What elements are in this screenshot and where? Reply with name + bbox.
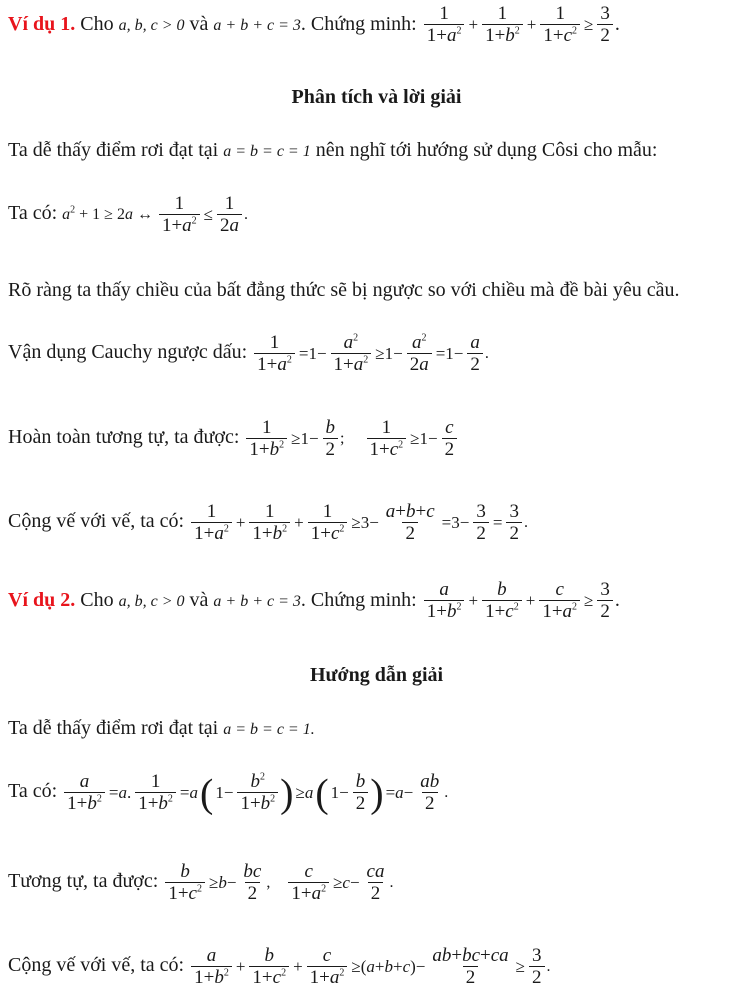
paragraph-sum: Cộng vế với vế, ta có: $\frac{1}{1+a^2}$ + $\frac{1}{1+b^2}$ + $\frac{1}{1+c^2}$ ≥3− $\frac{a+b+c}{2}$ =3− $\frac{3}{2}$ = $\frac{3}{2}$ . — [8, 501, 528, 544]
reverse-cauchy-formula: $\frac{1}{1+a^2}$ =1− $\frac{a^2}{1+a^2}$ ≥1− $\frac{a^2}{2a}$ =1− $\frac{a}{2}$ . — [252, 345, 489, 362]
paragraph-reverse-direction: Rõ ràng ta thấy chiều của bất đẳng thức sẽ bị ngược so với chiều mà đề bài yêu cầu. — [8, 279, 680, 301]
paragraph-cauchy-denominator: Ta có: $a^2 + 1 \ge 2a$ ↔ $\frac{1}{1+a^2}$ ≤ $\frac{1}{2a}$ . — [8, 193, 249, 236]
heading-analysis: Phân tích và lời giải — [291, 86, 462, 108]
heading-solution-guide: Hướng dẫn giải — [309, 664, 444, 686]
similar-formula-2: $\frac{b}{1+c^2}$ ≥b− $\frac{bc}{2}$ , $\frac{c}{1+a^2}$ ≥c− $\frac{ca}{2}$ . — [163, 874, 393, 891]
example-2-statement: Ví dụ 2. Cho a, b, c > 0 và a + b + c = 3. Chứng minh: $\frac{a}{1+b^2}$ + $\frac{b}{1+c^2}$ + $\frac{c}{1+a^2}$ ≥ $\frac{3}{2}$ . — [8, 579, 620, 622]
paragraph-reverse-cauchy: Vận dụng Cauchy ngược dấu: $\frac{1}{1+a^2}$ =1− $\frac{a^2}{1+a^2}$ ≥1− $\frac{a^2}{2a}$ =1− $\frac{a}{2}$ . — [8, 332, 489, 375]
paragraph-transform: Ta có: $\frac{a}{1+b^2}$ =a. $\frac{1}{1+b^2}$ =a( 1− $\frac{b^2}{1+b^2}$ ) ≥a( 1− $\frac{b}{2}$ ) =a− $\frac{ab}{2}$ . — [8, 770, 449, 816]
paragraph-similarly: Hoàn toàn tương tự, ta được: $\frac{1}{1+b^2}$ ≥1− $\frac{b}{2}$ ; $\frac{1}{1+c^2}$ ≥1− $\frac{c}{2}$ — [8, 418, 459, 461]
similar-formula: $\frac{1}{1+b^2}$ ≥1− $\frac{b}{2}$ ; $\frac{1}{1+c^2}$ ≥1− $\frac{c}{2}$ — [244, 430, 459, 447]
example-1-statement: Ví dụ 1. Cho a, b, c > 0 và a + b + c = 3. Chứng minh: $\frac{1}{1+a^2}$ + $\frac{1}{1+b^2}$ + $\frac{1}{1+c^2}$ ≥ $\frac{3}{2}$ . — [8, 3, 620, 46]
paragraph-similarly-2: Tương tự, ta được: $\frac{b}{1+c^2}$ ≥b− $\frac{bc}{2}$ , $\frac{c}{1+a^2}$ ≥c− $\frac{ca}{2}$ . — [8, 861, 394, 904]
paragraph-equality-point-2: Ta dễ thấy điểm rơi đạt tại a = b = c = 1. — [8, 717, 315, 739]
sum-formula: $\frac{1}{1+a^2}$ + $\frac{1}{1+b^2}$ + $\frac{1}{1+c^2}$ ≥3− $\frac{a+b+c}{2}$ =3− $\frac{3}{2}$ = $\frac{3}{2}$ . — [189, 514, 528, 531]
example-2-formula: $\frac{a}{1+b^2}$ + $\frac{b}{1+c^2}$ + $\frac{c}{1+a^2}$ ≥ $\frac{3}{2}$ . — [422, 589, 620, 611]
example-1-formula: $\frac{1}{1+a^2}$ + $\frac{1}{1+b^2}$ + $\frac{1}{1+c^2}$ ≥ $\frac{3}{2}$ . — [422, 13, 620, 35]
example-1-label: Ví dụ 1. — [8, 12, 76, 35]
cauchy-formula: $a^2 + 1 \ge 2a$ ↔ $\frac{1}{1+a^2}$ ≤ $\frac{1}{2a}$ . — [62, 193, 249, 236]
example-2-label: Ví dụ 2. — [8, 588, 76, 611]
paragraph-sum-2: Cộng vế với vế, ta có: $\frac{a}{1+b^2}$ + $\frac{b}{1+c^2}$ + $\frac{c}{1+a^2}$ ≥(a+b+c)− $\frac{ab+bc+ca}{2}$ ≥ $\frac{3}{2}$ . — [8, 945, 551, 988]
paragraph-equality-point: Ta dễ thấy điểm rơi đạt tại a = b = c = 1 nên nghĩ tới hướng sử dụng Côsi cho mẫu: — [8, 139, 658, 161]
sum-formula-2: $\frac{a}{1+b^2}$ + $\frac{b}{1+c^2}$ + $\frac{c}{1+a^2}$ ≥(a+b+c)− $\frac{ab+bc+ca}{2}$ ≥ $\frac{3}{2}$ . — [189, 958, 550, 975]
transform-formula: $\frac{a}{1+b^2}$ =a. $\frac{1}{1+b^2}$ =a( 1− $\frac{b^2}{1+b^2}$ ) ≥a( 1− $\frac{b}{2}$ ) =a− $\frac{ab}{2}$ . — [62, 784, 448, 801]
